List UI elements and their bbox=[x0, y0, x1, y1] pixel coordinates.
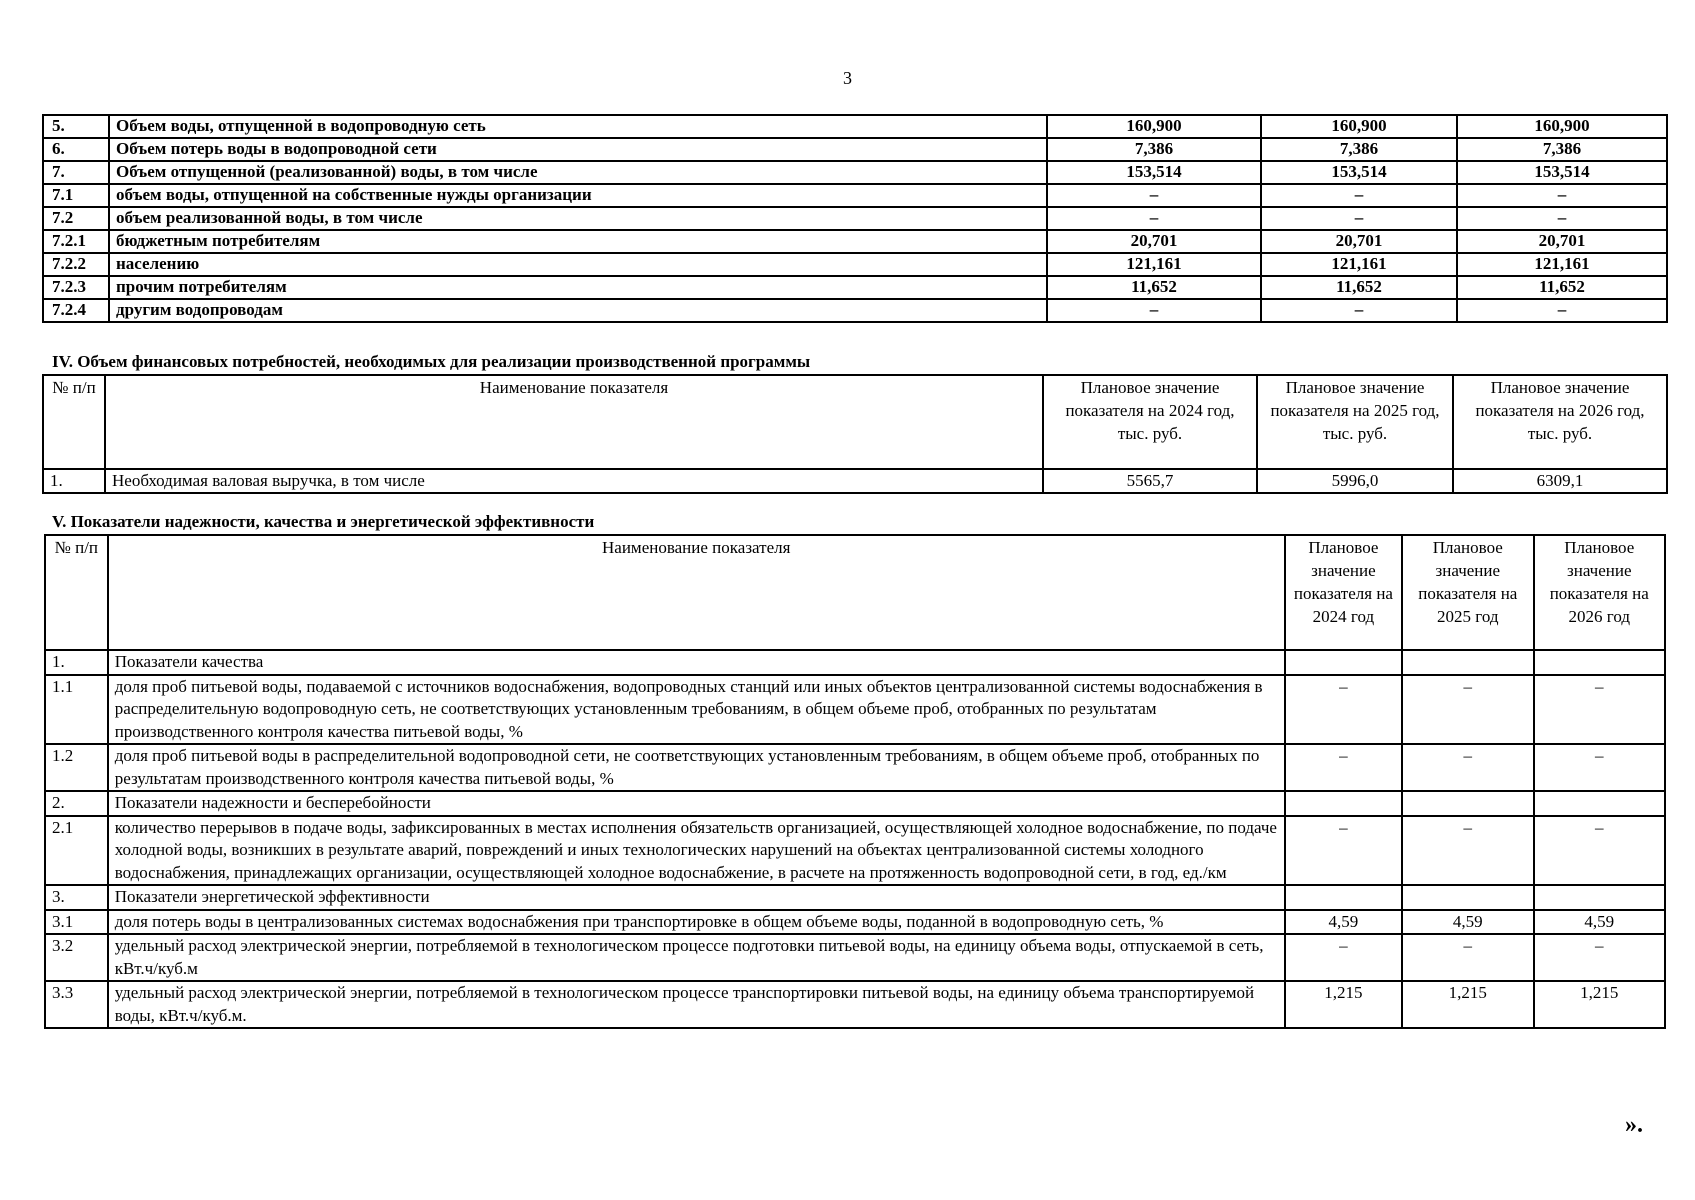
section-v-title: V. Показатели надежности, качества и энергетической эффективности bbox=[52, 512, 595, 531]
value-2026: 153,514 bbox=[1457, 161, 1667, 184]
row-number: 7.2.3 bbox=[43, 276, 109, 299]
value-2026: 20,701 bbox=[1457, 230, 1667, 253]
value-2025: – bbox=[1402, 934, 1533, 981]
value-2025: – bbox=[1402, 744, 1533, 791]
table-row bbox=[43, 469, 1667, 493]
value-2026: 6309,1 bbox=[1453, 469, 1667, 493]
row-number: 7.1 bbox=[43, 184, 109, 207]
table-row bbox=[43, 161, 1667, 184]
row-name: удельный расход электрической энергии, потребляемой в технологическом процессе транспортировки питьевой воды, на единицу объема транспортируемой воды, кВт.ч/куб.м. bbox=[108, 981, 1285, 1028]
row-name: объем воды, отпущенной на собственные нужды организации bbox=[109, 184, 1047, 207]
header-2025: Плановое значение показателя на 2025 год, тыс. руб. bbox=[1257, 375, 1453, 469]
table-row bbox=[43, 138, 1667, 161]
reliability-indicators-table bbox=[44, 534, 1666, 1029]
row-number: 2. bbox=[45, 791, 108, 816]
row-number: 1.1 bbox=[45, 675, 108, 745]
value-2025: 121,161 bbox=[1261, 253, 1457, 276]
table-row bbox=[43, 253, 1667, 276]
value-2026: 11,652 bbox=[1457, 276, 1667, 299]
value-2024 bbox=[1285, 885, 1402, 910]
table-row bbox=[43, 299, 1667, 322]
value-2024: – bbox=[1047, 299, 1261, 322]
value-2026: – bbox=[1457, 299, 1667, 322]
row-number: 3.1 bbox=[45, 910, 108, 935]
row-name: доля потерь воды в централизованных системах водоснабжения при транспортировке в общем объеме воды, поданной в водопроводную сеть, % bbox=[108, 910, 1285, 935]
row-number: 1. bbox=[45, 650, 108, 675]
row-name: Показатели качества bbox=[108, 650, 1285, 675]
value-2024: – bbox=[1285, 675, 1402, 745]
row-name: населению bbox=[109, 253, 1047, 276]
value-2025: – bbox=[1402, 675, 1533, 745]
row-number: 3.3 bbox=[45, 981, 108, 1028]
table-row bbox=[45, 650, 1665, 675]
value-2026: 4,59 bbox=[1534, 910, 1665, 935]
row-name: Необходимая валовая выручка, в том числе bbox=[105, 469, 1043, 493]
value-2024: 121,161 bbox=[1047, 253, 1261, 276]
value-2025 bbox=[1402, 885, 1533, 910]
row-number: 2.1 bbox=[45, 816, 108, 886]
value-2024: – bbox=[1047, 207, 1261, 230]
value-2025: 1,215 bbox=[1402, 981, 1533, 1028]
header-2024: Плановое значение показателя на 2024 год, тыс. руб. bbox=[1043, 375, 1257, 469]
row-number: 3. bbox=[45, 885, 108, 910]
header-2026: Плановое значение показателя на 2026 год bbox=[1534, 535, 1665, 650]
row-number: 7.2.2 bbox=[43, 253, 109, 276]
row-name: количество перерывов в подаче воды, зафиксированных в местах исполнения обязательств организацией, осуществляющей холодное водоснабжение, по подаче холодной воды, возникших в результате аварий, повреждений и иных технологических нарушений на объектах централизованной системы холодного водоснабжения, принадлежащих организации, осуществляющей холодное водоснабжение, в расчете на протяженность водопроводной сети, в год, ед./км bbox=[108, 816, 1285, 886]
page-number: 3 bbox=[843, 68, 852, 88]
value-2024 bbox=[1285, 791, 1402, 816]
row-name: доля проб питьевой воды в распределительной водопроводной сети, не соответствующих установленным требованиям, в общем объеме проб, отобранных по результатам производственного контроля качества питьевой воды, % bbox=[108, 744, 1285, 791]
row-name: Объем отпущенной (реализованной) воды, в том числе bbox=[109, 161, 1047, 184]
value-2025 bbox=[1402, 650, 1533, 675]
value-2026: – bbox=[1534, 744, 1665, 791]
value-2025: 20,701 bbox=[1261, 230, 1457, 253]
value-2026: 1,215 bbox=[1534, 981, 1665, 1028]
value-2026: – bbox=[1534, 934, 1665, 981]
closing-quote: ». bbox=[1625, 1112, 1643, 1138]
value-2024: 5565,7 bbox=[1043, 469, 1257, 493]
table-row bbox=[43, 115, 1667, 138]
value-2025: – bbox=[1261, 207, 1457, 230]
value-2024: 7,386 bbox=[1047, 138, 1261, 161]
value-2024: 4,59 bbox=[1285, 910, 1402, 935]
table-row bbox=[45, 791, 1665, 816]
value-2026: – bbox=[1457, 207, 1667, 230]
value-2024: 1,215 bbox=[1285, 981, 1402, 1028]
row-name: прочим потребителям bbox=[109, 276, 1047, 299]
table-row bbox=[43, 230, 1667, 253]
value-2024: 160,900 bbox=[1047, 115, 1261, 138]
row-name: Объем потерь воды в водопроводной сети bbox=[109, 138, 1047, 161]
table-row bbox=[45, 675, 1665, 745]
value-2025: – bbox=[1402, 816, 1533, 886]
row-name: другим водопроводам bbox=[109, 299, 1047, 322]
row-number: 5. bbox=[43, 115, 109, 138]
value-2024: – bbox=[1285, 934, 1402, 981]
row-name: Объем воды, отпущенной в водопроводную сеть bbox=[109, 115, 1047, 138]
value-2025 bbox=[1402, 791, 1533, 816]
section-iv-title: IV. Объем финансовых потребностей, необходимых для реализации производственной программы bbox=[52, 352, 811, 371]
header-name: Наименование показателя bbox=[108, 535, 1285, 650]
table-row bbox=[45, 816, 1665, 886]
value-2025: 153,514 bbox=[1261, 161, 1457, 184]
table-row bbox=[43, 207, 1667, 230]
value-2024: – bbox=[1285, 744, 1402, 791]
value-2026: 121,161 bbox=[1457, 253, 1667, 276]
value-2025: – bbox=[1261, 184, 1457, 207]
table-row bbox=[43, 276, 1667, 299]
row-name: Показатели энергетической эффективности bbox=[108, 885, 1285, 910]
value-2024: 20,701 bbox=[1047, 230, 1261, 253]
table-row bbox=[45, 744, 1665, 791]
value-2024: – bbox=[1047, 184, 1261, 207]
row-name: Показатели надежности и бесперебойности bbox=[108, 791, 1285, 816]
header-2026: Плановое значение показателя на 2026 год, тыс. руб. bbox=[1453, 375, 1667, 469]
table-row bbox=[45, 885, 1665, 910]
row-number: 7.2.4 bbox=[43, 299, 109, 322]
header-2024: Плановое значение показателя на 2024 год bbox=[1285, 535, 1402, 650]
header-num: № п/п bbox=[45, 535, 108, 650]
header-num: № п/п bbox=[43, 375, 105, 469]
value-2026: 160,900 bbox=[1457, 115, 1667, 138]
value-2026 bbox=[1534, 885, 1665, 910]
table-row bbox=[45, 934, 1665, 981]
value-2026: – bbox=[1457, 184, 1667, 207]
value-2025: 11,652 bbox=[1261, 276, 1457, 299]
value-2024 bbox=[1285, 650, 1402, 675]
row-number: 3.2 bbox=[45, 934, 108, 981]
value-2024: 153,514 bbox=[1047, 161, 1261, 184]
value-2026 bbox=[1534, 791, 1665, 816]
row-number: 7.2.1 bbox=[43, 230, 109, 253]
value-2025: 5996,0 bbox=[1257, 469, 1453, 493]
value-2025: 7,386 bbox=[1261, 138, 1457, 161]
table-row bbox=[45, 981, 1665, 1028]
row-name: объем реализованной воды, в том числе bbox=[109, 207, 1047, 230]
value-2024: – bbox=[1285, 816, 1402, 886]
row-number: 7. bbox=[43, 161, 109, 184]
value-2025: 160,900 bbox=[1261, 115, 1457, 138]
row-name: удельный расход электрической энергии, потребляемой в технологическом процессе подготовки питьевой воды, на единицу объема воды, отпускаемой в сеть, кВт.ч/куб.м bbox=[108, 934, 1285, 981]
row-name: доля проб питьевой воды, подаваемой с источников водоснабжения, водопроводных станций или иных объектов централизованной системы водоснабжения в распределительную водопроводную сеть, не соответствующих установленным требованиям, в общем объеме проб, отобранных по результатам производственного контроля качества питьевой воды, % bbox=[108, 675, 1285, 745]
value-2024: 11,652 bbox=[1047, 276, 1261, 299]
value-2025: 4,59 bbox=[1402, 910, 1533, 935]
value-2026: 7,386 bbox=[1457, 138, 1667, 161]
financial-needs-table bbox=[42, 374, 1668, 494]
header-2025: Плановое значение показателя на 2025 год bbox=[1402, 535, 1533, 650]
value-2026: – bbox=[1534, 816, 1665, 886]
value-2026 bbox=[1534, 650, 1665, 675]
row-number: 6. bbox=[43, 138, 109, 161]
value-2026: – bbox=[1534, 675, 1665, 745]
header-name: Наименование показателя bbox=[105, 375, 1043, 469]
table-row bbox=[43, 184, 1667, 207]
row-number: 7.2 bbox=[43, 207, 109, 230]
volume-table bbox=[42, 114, 1668, 323]
row-name: бюджетным потребителям bbox=[109, 230, 1047, 253]
row-number: 1. bbox=[43, 469, 105, 493]
table-row bbox=[45, 910, 1665, 935]
row-number: 1.2 bbox=[45, 744, 108, 791]
value-2025: – bbox=[1261, 299, 1457, 322]
